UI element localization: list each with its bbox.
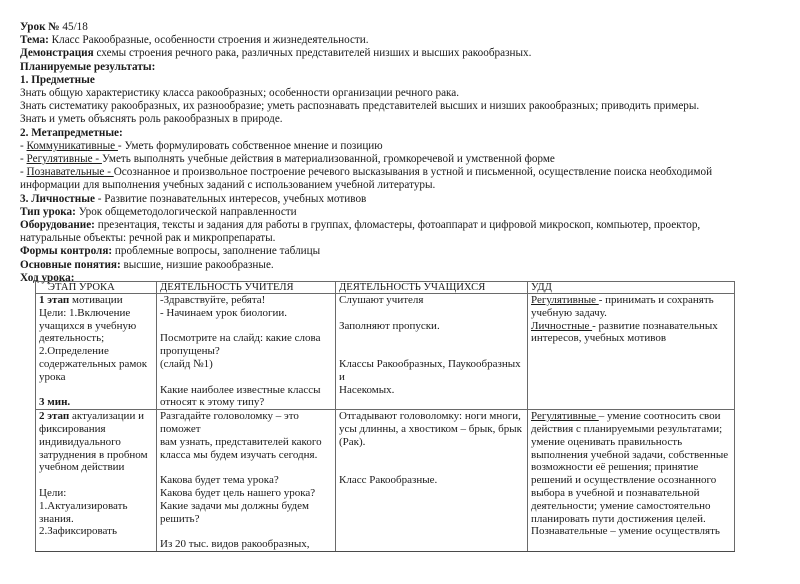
- lesson-course-table: [35, 281, 735, 552]
- table-header-row: [36, 282, 735, 294]
- teacher-cell: -Здравствуйте, ребята! - Начинаем урок биологии. Посмотрите на слайд: какие слова пропущены? (слайд №1) Какие наиболее известные классы относят к этому типу?: [157, 294, 336, 410]
- students-cell: Отгадывают головоломку: ноги многи, усы длинны, а хвостиком – брык, брык (Рак). Класс Ракообразные.: [336, 410, 528, 552]
- subject-results-heading: 1. Предметные: [20, 73, 95, 86]
- udd-cell: Регулятивные – умение соотносить свои действия с планируемыми результатами; умение оценивать правильность выполнения учебной задачи, собственные возможности её решения; принятие решений и осуществление осознанного выбора в учебной и познавательной деятельности; умение самостоятельно планировать пути достижения целей. Познавательные – умение осуществлять: [528, 410, 735, 552]
- control-forms: Формы контроля: проблемные вопросы, заполнение таблицы: [20, 245, 321, 258]
- stage-duration: 3 мин.: [39, 396, 71, 409]
- personal-results: 3. Личностные - Развитие познавательных интересов, учебных мотивов: [20, 192, 367, 205]
- meta-results-heading: 2. Метапредметные:: [20, 126, 123, 139]
- teacher-cell: Разгадайте головоломку – это поможет вам узнать, представителей какого класса мы будем изучать сегодня. Какова будет тема урока? Какова будет цель нашего урока? Какие задачи мы должны будем решить? Из 20 тыс. видов ракообразных,: [157, 410, 336, 552]
- planned-results-heading: Планируемые результаты:: [20, 60, 156, 73]
- lesson-topic: Тема: Класс Ракообразные, особенности строения и жизнедеятельности.: [20, 34, 369, 47]
- students-cell: Слушают учителя Заполняют пропуски. Классы Ракообразных, Паукообразных и Насекомых.: [336, 294, 528, 410]
- stage-cell: 2 этап актуализации и фиксирования индивидуального затруднения в пробном учебном действии Цели: 1.Актуализировать знания. 2.Зафиксировать: [36, 410, 157, 552]
- table-row: [36, 294, 735, 410]
- header-teacher: ДЕЯТЕЛЬНОСТЬ УЧИТЕЛЯ: [157, 282, 336, 294]
- lesson-equipment: Оборудование: презентация, тексты и задания для работы в группах, фломастеры, фотоаппарат и цифровой микроскоп, компьютер, проектор, натуральные объекты: речной рак и микропрепараты.: [20, 219, 701, 245]
- lesson-type: Тип урока: Урок общеметодологической направленности: [20, 205, 297, 218]
- subject-result-line: Знать и уметь объяснять роль ракообразных в природе.: [20, 113, 283, 126]
- lesson-course-heading: Ход урока:: [20, 271, 75, 284]
- lesson-number: Урок № 45/18: [20, 21, 88, 33]
- lesson-header: [20, 21, 790, 285]
- subject-result-line: Знать общую характеристику класса ракообразных; особенности организации речного рака.: [20, 87, 460, 100]
- key-concepts: Основные понятия: высшие, низшие ракообразные.: [20, 258, 274, 271]
- header-stage: ЭТАП УРОКА: [36, 282, 157, 294]
- meta-result-communicative: - Коммуникативные - Уметь формулировать собственное мнение и позицию: [20, 139, 383, 152]
- header-udd: УДД: [528, 282, 735, 294]
- header-students: ДЕЯТЕЛЬНОСТЬ УЧАЩИХСЯ: [336, 282, 528, 294]
- table-row: [36, 410, 735, 552]
- subject-result-line: Знать систематику ракообразных, их разнообразие; уметь распознавать представителей высших и низших ракообразных; приводить примеры.: [20, 100, 700, 113]
- udd-cell: Регулятивные - принимать и сохранять учебную задачу. Личностные - развитие познавательных интересов, учебных мотивов: [528, 294, 735, 410]
- lesson-demonstration: Демонстрация схемы строения речного рака, различных представителей низших и высших ракообразных.: [20, 47, 532, 60]
- stage-cell: 1 этап мотивации Цели: 1.Включение учащихся в учебную деятельность; 2.Определение содержательных рамок урока 3 мин.: [36, 294, 157, 410]
- meta-result-cognitive: - Познавательные - Осознанное и произвольное построение речевого высказывания в устной и письменной, осуществление поиска необходимой информации для выполнения учебных заданий с использованием учебной литературы.: [20, 166, 713, 192]
- meta-result-regulatory: - Регулятивные - Уметь выполнять учебные действия в материализованной, громкоречевой и умственной форме: [20, 153, 555, 166]
